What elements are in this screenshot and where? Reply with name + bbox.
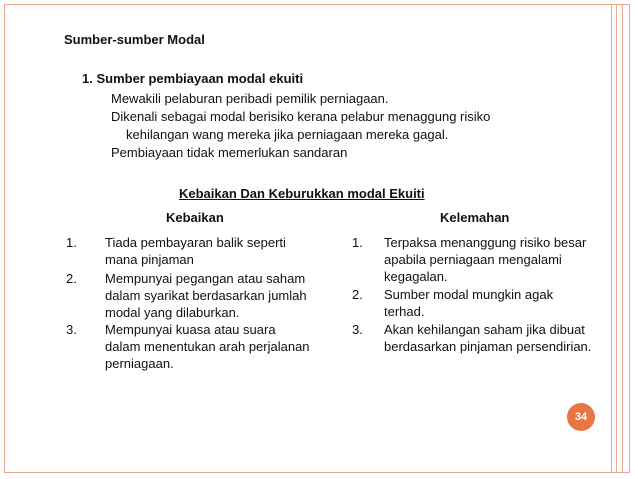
kebaikan-list	[66, 234, 336, 374]
list-item-line: Terpaksa menanggung risiko besar	[384, 235, 587, 250]
section-heading: 1. Sumber pembiayaan modal ekuiti	[82, 71, 304, 86]
list-item-line: mana pinjaman	[105, 252, 194, 267]
list-item-line: dalam syarikat berdasarkan jumlah	[105, 288, 307, 303]
list-item-number: 1.	[352, 235, 363, 250]
list-item-line: Mempunyai pegangan atau saham	[105, 271, 306, 286]
list-item-number: 2.	[66, 271, 77, 286]
list-item-number: 3.	[66, 322, 77, 337]
list-item-number: 1.	[66, 235, 77, 250]
list-item-line: Mempunyai kuasa atau suara	[105, 322, 276, 337]
kebaikan-heading: Kebaikan	[166, 210, 224, 225]
section-line: Dikenali sebagai modal berisiko kerana pelabur menaggung risiko	[111, 109, 491, 124]
table-title: Kebaikan Dan Keburukkan modal Ekuiti	[179, 186, 425, 201]
kelemahan-heading: Kelemahan	[440, 210, 510, 225]
list-item-line: apabila perniagaan mengalami	[384, 252, 562, 267]
page-number-badge: 34	[567, 403, 595, 431]
list-item-line: Sumber modal mungkin agak	[384, 287, 554, 302]
list-item-line: terhad.	[384, 304, 425, 319]
section-line: Mewakili pelaburan peribadi pemilik perniagaan.	[111, 91, 389, 106]
slide-title: Sumber-sumber Modal	[64, 32, 205, 47]
list-item-line: dalam menentukan arah perjalanan	[105, 339, 310, 354]
list-item-number: 2.	[352, 287, 363, 302]
list-item-line: perniagaan.	[105, 356, 174, 371]
section-line: Pembiayaan tidak memerlukan sandaran	[111, 145, 348, 160]
list-item-line: modal yang dilaburkan.	[105, 305, 240, 320]
list-item-line: kegagalan.	[384, 269, 448, 284]
decorative-rail-line	[622, 4, 623, 473]
section-line: kehilangan wang mereka jika perniagaan mereka gagal.	[126, 127, 449, 142]
list-item-line: Tiada pembayaran balik seperti	[105, 235, 286, 250]
list-item-line: Akan kehilangan saham jika dibuat	[384, 322, 585, 337]
list-item-number: 3.	[352, 322, 363, 337]
list-item-line: berdasarkan pinjaman persendirian.	[384, 339, 592, 354]
kelemahan-list	[352, 234, 622, 364]
